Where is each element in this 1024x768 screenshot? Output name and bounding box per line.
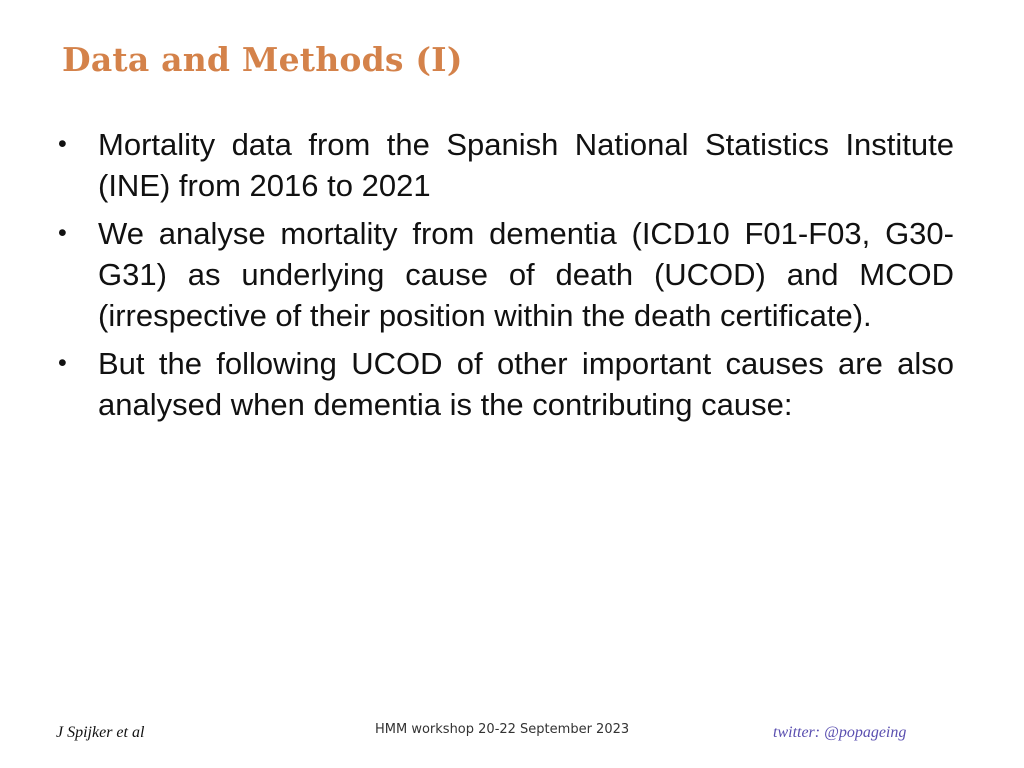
bullet-icon: • <box>58 349 67 377</box>
bullet-icon: • <box>58 130 67 158</box>
bullet-item <box>58 343 954 425</box>
bullet-item <box>58 124 954 206</box>
bullet-list <box>58 124 954 432</box>
footer-twitter-handle[interactable]: twitter: @popageing <box>773 724 907 741</box>
footer-event: HMM workshop 20-22 September 2023 <box>375 722 630 737</box>
bullet-text: We analyse mortality from dementia (ICD10 F01-F03, G30-G31) as underlying cause of death (UCOD) and MCOD (irrespective of their position within the death certificate). <box>98 216 954 333</box>
bullet-item <box>58 213 954 336</box>
bullet-text: Mortality data from the Spanish National Statistics Institute (INE) from 2016 to 2021 <box>98 127 954 203</box>
slide-title: Data and Methods (I) <box>62 40 463 79</box>
bullet-icon: • <box>58 219 67 247</box>
footer-author: J Spijker et al <box>56 724 145 741</box>
bullet-text: But the following UCOD of other important causes are also analysed when dementia is the contributing cause: <box>98 346 954 422</box>
